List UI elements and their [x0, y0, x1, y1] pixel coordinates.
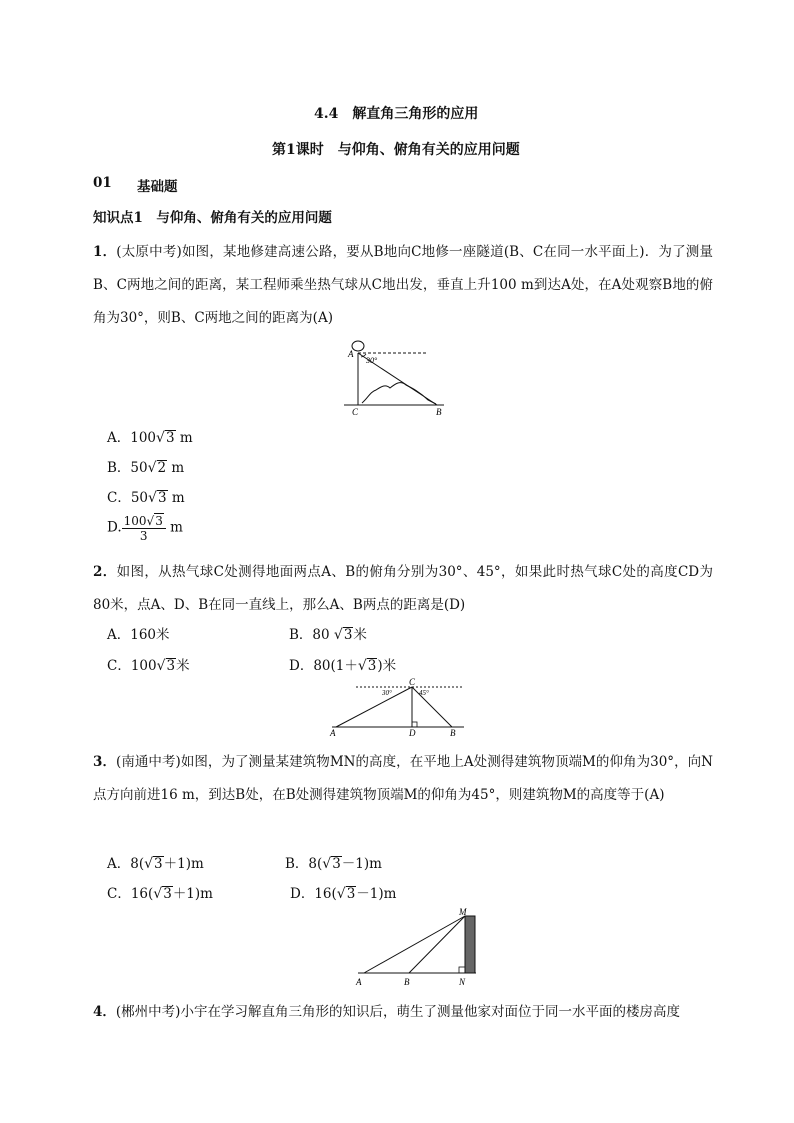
- balloon-icon: [352, 341, 364, 351]
- q1-option-a: A．100√3 m: [107, 430, 193, 446]
- page-subtitle: 第1课时 与仰角、俯角有关的应用问题: [272, 142, 520, 158]
- right-angle-mark: [412, 722, 417, 727]
- q1-figure: [340, 340, 450, 418]
- building: [465, 916, 475, 973]
- question-number: 1．: [93, 244, 117, 260]
- segment-ca: [336, 687, 412, 727]
- q2-option-d: D．80(1＋√3)米: [289, 658, 397, 674]
- question-text: (南通中考)如图，为了测量某建筑物MN的高度，在平地上A处测得建筑物顶端M的仰角为30°，向N点方向前进16 m，到达B处，在B处测得建筑物顶端M的仰角为45°，则建筑物M的高度等于(A): [93, 754, 713, 803]
- q1-option-d: D. $\frac{100√3}{3}$ m: [107, 514, 183, 543]
- question-number: 2．: [93, 564, 117, 580]
- q3-option-d: D．16(√3－1)m: [290, 886, 397, 902]
- q1-option-b: B．50√2 m: [107, 460, 185, 476]
- page-title: 4.4 解直角三角形的应用: [314, 106, 479, 122]
- q2-option-a: A．160米: [107, 627, 170, 643]
- label-a: A: [330, 728, 336, 738]
- segment-ma: [364, 916, 465, 973]
- segment-mb: [409, 916, 465, 973]
- q2-option-c: C．100√3米: [107, 658, 190, 674]
- question-number: 4．: [93, 1004, 116, 1020]
- label-c: C: [409, 677, 416, 687]
- label-angle-30: 30°: [382, 689, 392, 697]
- label-b: B: [436, 407, 442, 417]
- label-b: B: [450, 728, 456, 738]
- question-text: 如图，从热气球C处测得地面两点A、B的俯角分别为30°、45°，如果此时热气球C处的高度CD为80米，点A、D、B在同一直线上，那么A、B两点的距离是(D): [93, 564, 713, 613]
- label-a: A: [348, 349, 354, 359]
- q3-figure: [350, 906, 480, 990]
- question-3: [93, 746, 713, 812]
- section-label: 基础题: [137, 179, 178, 195]
- q2-option-b: B．80 √3米: [289, 627, 367, 643]
- label-c: C: [352, 407, 359, 417]
- label-a: A: [356, 977, 362, 987]
- question-text: (太原中考)如图，某地修建高速公路，要从B地向C地修一座隧道(B、C在同一水平面上)．为了测量B、C两地之间的距离，某工程师乘坐热气球从C地出发，垂直上升100 m到达A处，在A处观察B地的俯角为30°，则B、C两地之间的距离为(A): [93, 244, 713, 326]
- question-4: [93, 996, 713, 1029]
- q3-option-c: C．16(√3＋1)m: [107, 886, 213, 902]
- segment-cb: [412, 687, 452, 727]
- question-1: [93, 236, 713, 335]
- right-angle-mark: [459, 967, 465, 973]
- label-n: N: [459, 977, 466, 987]
- mountain: [362, 383, 436, 404]
- knowledge-point: 知识点1 与仰角、俯角有关的应用问题: [93, 210, 332, 226]
- q3-option-b: B．8(√3－1)m: [285, 856, 382, 872]
- label-d: D: [409, 728, 416, 738]
- question-2: [93, 556, 713, 622]
- label-angle-45: 45°: [419, 689, 429, 697]
- section-number: 01: [93, 175, 112, 191]
- q3-option-a: A．8(√3＋1)m: [107, 856, 204, 872]
- label-b: B: [404, 977, 410, 987]
- fraction: $\frac{100√3}{3}$: [122, 513, 166, 543]
- label-m: M: [459, 907, 467, 917]
- label-angle: 30°: [366, 356, 378, 365]
- q2-figure: [326, 676, 472, 738]
- q1-option-c: C．50√3 m: [107, 490, 185, 506]
- question-text: (郴州中考)小宇在学习解直角三角形的知识后，萌生了测量他家对面位于同一水平面的楼房高度: [115, 1004, 680, 1020]
- question-number: 3．: [93, 754, 116, 770]
